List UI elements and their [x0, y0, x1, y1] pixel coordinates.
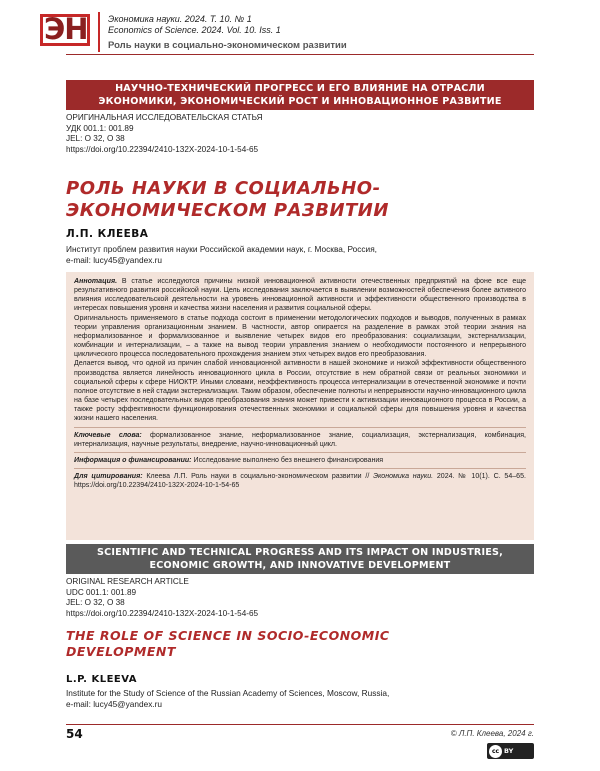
doi-link-ru[interactable]: https://doi.org/10.22394/2410-132X-2024-10-1-54-65 [66, 144, 259, 154]
abstract-label: Аннотация. [74, 278, 118, 285]
rubric-en-line1: SCIENTIFIC AND TECHNICAL PROGRESS AND ITS IMPACT ON INDUSTRIES, [96, 547, 503, 558]
rubric-en-line2: ECONOMIC GROWTH, AND INNOVATIVE DEVELOPMENT [149, 560, 451, 571]
keywords-text: формализованное знание, неформализованное знание, социализация, экстернализация, комбинация, интернализация, научные результаты, внедрение, научно-инновационный цикл. [74, 431, 526, 448]
cc-by-license-icon[interactable] [487, 743, 534, 759]
citation-label: Для цитирования: [74, 472, 143, 480]
title-en-line2: DEVELOPMENT [66, 644, 176, 659]
article-meta-en [66, 577, 258, 619]
citation-journal: Экономика науки. [373, 472, 434, 480]
footer-rule [66, 724, 534, 725]
affiliation-en [66, 688, 536, 710]
affiliation-ru-text: Институт проблем развития науки Российской академии наук, г. Москва, Россия, [66, 244, 377, 254]
title-en-line1: THE ROLE OF SCIENCE IN SOCIO-ECONOMIC [66, 628, 390, 643]
citation-text: Клеева Л.П. Роль науки в социально-экономическом развитии // [146, 472, 370, 480]
journal-ru: Экономика науки. 2024. Т. 10. № 1 [108, 14, 252, 24]
article-title-en [66, 628, 536, 660]
email-ru[interactable]: e-mail: lucy45@yandex.ru [66, 255, 163, 265]
journal-info [108, 14, 281, 36]
email-en[interactable]: e-mail: lucy45@yandex.ru [66, 699, 163, 709]
journal-en: Economics of Science. 2024. Vol. 10. Iss. 1 [108, 25, 281, 35]
abstract-divider [74, 427, 526, 428]
title-ru-line1: РОЛЬ НАУКИ В СОЦИАЛЬНО- [66, 178, 381, 199]
keywords-label: Ключевые слова: [74, 431, 142, 439]
keywords [74, 431, 526, 449]
rubric-ru-line2: ЭКОНОМИКИ, ЭКОНОМИЧЕСКИЙ РОСТ И ИННОВАЦИОННОЕ РАЗВИТИЕ [98, 96, 502, 107]
journal-logo [40, 12, 92, 48]
jel-ru: JEL: O 32, O 38 [66, 134, 125, 144]
header-rule [66, 54, 534, 55]
funding [74, 456, 526, 465]
abstract-box [66, 272, 534, 540]
running-section-title: Роль науки в социально-экономическом развитии [108, 40, 347, 51]
affiliation-ru [66, 244, 536, 266]
udc-ru: УДК 001.1: 001.89 [66, 123, 134, 133]
logo-letters: ЭН [44, 12, 88, 46]
by-label: BY [504, 747, 514, 755]
article-meta-ru [66, 113, 263, 155]
doi-link-en[interactable]: https://doi.org/10.22394/2410-132X-2024-10-1-54-65 [66, 608, 259, 618]
title-ru-line2: ЭКОНОМИЧЕСКОМ РАЗВИТИИ [66, 200, 389, 221]
abstract-divider [74, 468, 526, 469]
citation [74, 472, 526, 490]
affiliation-en-text: Institute for the Study of Science of the Russian Academy of Sciences, Moscow, Russia, [66, 688, 390, 698]
funding-label: Информация о финансировании: [74, 456, 192, 464]
article-title-ru [66, 178, 506, 222]
abstract-p1 [74, 277, 526, 314]
page-number: 54 [66, 727, 83, 741]
header-divider [98, 12, 100, 52]
funding-text: Исследование выполнено без внешнего финансирования [193, 456, 384, 464]
copyright-notice: © Л.П. Клеева, 2024 г. [450, 729, 534, 738]
abstract-p1-text: В статье исследуются причины низкой инновационной активности отечественных предприятий на фоне все еще результативного развития российской науки. Цель исследования заключается в выявлении возможностей обеспечения более активного влияния исследовательской деятельности на уровень инновационной активности и эффективности общественного производства в интересах повышения уровня и качества жизни населения и развития социальной сферы. [74, 278, 526, 313]
citation-tail: 2024. № 10(1). С. 54–65. https://doi.org/10.22394/2410-132X-2024-10-1-54-65 [74, 472, 526, 490]
author-ru: Л.П. КЛЕЕВА [66, 228, 149, 240]
rubric-ru-line1: НАУЧНО-ТЕХНИЧЕСКИЙ ПРОГРЕСС И ЕГО ВЛИЯНИЕ НА ОТРАСЛИ [115, 83, 485, 94]
rubric-band-en [66, 544, 534, 574]
udc-en: UDC 001.1: 001.89 [66, 587, 137, 597]
jel-en: JEL: O 32, O 38 [66, 598, 125, 608]
abstract-p3: Делается вывод, что одной из причин слабой инновационной активности в нашей экономике и низкой эффективности общественного производства является линейность инновационного цикла в России, отсутствие в нем обратной связи от реальных экономики и социальной сферы к сфере НИОКТР. Иными словами, неэффективность процесса интернализации в отечественной экономике и почти полное отсутствие в ней стадии экстернализации. Таким образом, обеспечение полноты и непрерывности научно-инновационного цикла на базе четырех последовательных видов преобразования знания может привести к активизации инновационного процесса в России, а также росту эффективности функционирования отечественных экономики и социальной сферы для повышения уровня и качества жизни нашего населения. [74, 360, 526, 423]
article-type-en: ORIGINAL RESEARCH ARTICLE [66, 577, 189, 586]
cc-icon: cc [489, 745, 502, 758]
rubric-band-ru [66, 80, 534, 110]
abstract-p2: Оригинальность применяемого в статье подхода состоит в применении методологических подходов и выводов, полученных в рамках теории управления организационным знанием. В частности, автор опирается на разделение в рамках этой теории знания на неформализованное и формализованное и выявление четырех видов его преобразования: социализации, экстернализации, комбинации и интернализации, – а также на вывод теории управления знанием о необходимости постоянного и непрерывного циклического процесса последовательного прохождения знанием этих четырех видов его преобразования. [74, 314, 526, 359]
article-type-ru: ОРИГИНАЛЬНАЯ ИССЛЕДОВАТЕЛЬСКАЯ СТАТЬЯ [66, 113, 263, 122]
abstract-divider [74, 452, 526, 453]
author-en: L.P. KLEEVA [66, 674, 138, 685]
